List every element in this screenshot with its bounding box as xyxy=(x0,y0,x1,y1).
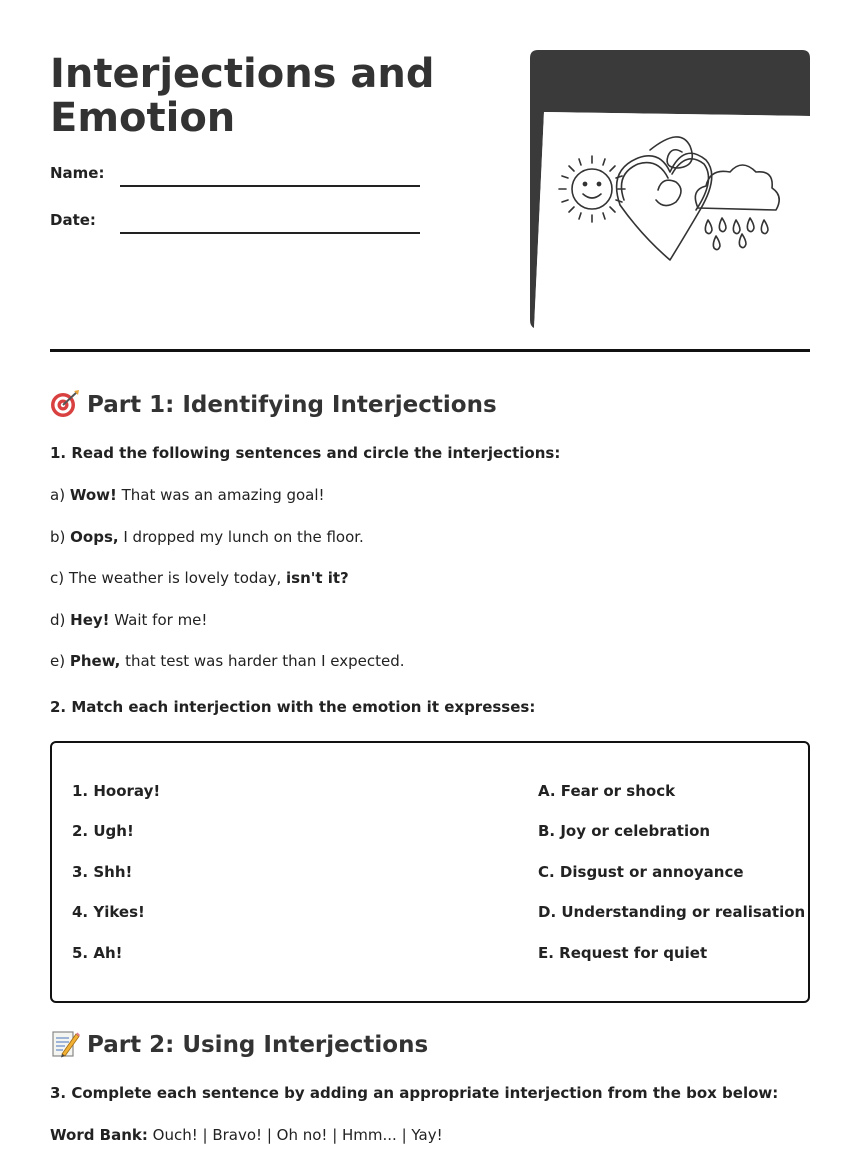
sentence-c xyxy=(50,569,349,587)
sentence-a-text: That was an amazing goal! xyxy=(121,486,325,504)
date-line[interactable] xyxy=(120,232,420,234)
match-right-item[interactable]: A. Fear or shock xyxy=(538,782,676,800)
title-line-1: Interjections and xyxy=(50,51,435,97)
sentence-a-prefix: a) xyxy=(50,486,66,504)
dart-target-icon xyxy=(50,388,80,418)
question-3: 3. Complete each sentence by adding an appropriate interjection from the box below: xyxy=(50,1084,779,1102)
worksheet-header xyxy=(50,50,810,330)
word-bank-label: Word Bank: xyxy=(50,1126,148,1144)
sentence-a-interjection[interactable]: Wow! xyxy=(69,486,117,504)
match-right-item[interactable]: B. Joy or celebration xyxy=(538,822,711,840)
match-right-item[interactable]: E. Request for quiet xyxy=(538,944,708,962)
date-field[interactable] xyxy=(50,211,420,241)
part1-heading xyxy=(50,388,497,418)
part1-heading-text: Part 1: Identifying Interjections xyxy=(87,392,497,418)
sentence-b-interjection[interactable]: Oops, xyxy=(70,528,119,546)
part2-heading xyxy=(50,1028,428,1058)
word-bank-words: Ouch! | Bravo! | Oh no! | Hmm... | Yay! xyxy=(152,1126,443,1144)
memo-pencil-icon xyxy=(50,1028,80,1058)
match-left-item[interactable]: 5. Ah! xyxy=(72,944,123,962)
sentence-d-prefix: d) xyxy=(50,611,66,629)
question-2: 2. Match each interjection with the emotion it expresses: xyxy=(50,698,536,716)
sentence-e xyxy=(50,652,405,670)
worksheet-title xyxy=(50,52,470,140)
match-left-item[interactable]: 3. Shh! xyxy=(72,863,133,881)
sentence-d-interjection[interactable]: Hey! xyxy=(70,611,110,629)
part2-heading-text: Part 2: Using Interjections xyxy=(87,1032,429,1058)
sentence-b-prefix: b) xyxy=(50,528,66,546)
match-left-item[interactable]: 4. Yikes! xyxy=(72,903,145,921)
date-label: Date: xyxy=(50,211,96,229)
sentence-d xyxy=(50,611,207,629)
word-bank xyxy=(50,1126,443,1144)
sentence-a xyxy=(50,486,325,504)
question-1: 1. Read the following sentences and circle the interjections: xyxy=(50,444,561,462)
sentence-e-text: that test was harder than I expected. xyxy=(125,652,405,670)
sentence-e-interjection[interactable]: Phew, xyxy=(69,652,121,670)
sentence-c-text: The weather is lovely today, xyxy=(68,569,282,587)
name-field[interactable] xyxy=(50,164,420,194)
title-line-2: Emotion xyxy=(50,95,236,141)
sun-heart-cloud-illustration xyxy=(530,50,810,330)
match-left-item[interactable]: 1. Hooray! xyxy=(72,782,161,800)
sentence-c-prefix: c) xyxy=(50,569,65,587)
sentence-b xyxy=(50,528,364,546)
sentence-d-text: Wait for me! xyxy=(114,611,208,629)
matching-box xyxy=(50,741,810,1003)
sentence-e-prefix: e) xyxy=(50,652,66,670)
name-line[interactable] xyxy=(120,185,420,187)
match-left-item[interactable]: 2. Ugh! xyxy=(72,822,134,840)
name-label: Name: xyxy=(50,164,105,182)
sentence-c-interjection[interactable]: isn't it? xyxy=(286,569,349,587)
match-right-item[interactable]: D. Understanding or realisation xyxy=(538,903,806,921)
match-right-item[interactable]: C. Disgust or annoyance xyxy=(538,863,744,881)
sentence-b-text: I dropped my lunch on the floor. xyxy=(123,528,364,546)
section-divider xyxy=(50,349,810,352)
